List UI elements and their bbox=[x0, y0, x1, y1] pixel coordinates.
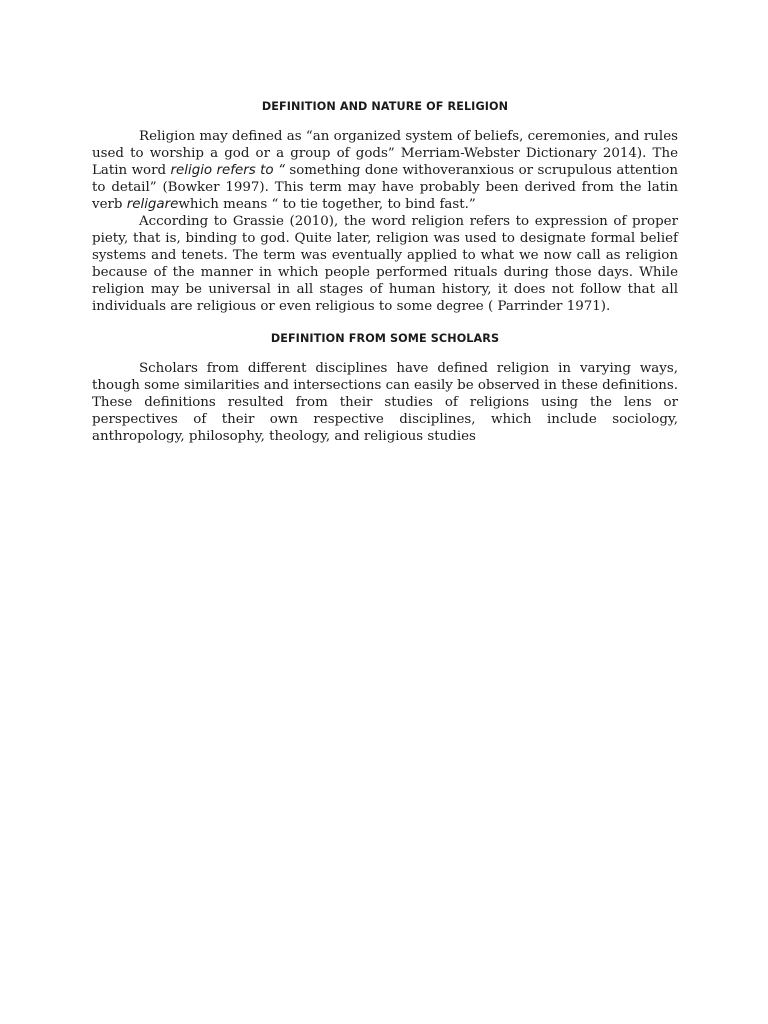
paragraph-definition-italic-religare: religare bbox=[126, 197, 179, 212]
paragraph-definition-text-2: something done withoveranxious or scrupulous attention to detail” (Bowker 1997). This term may have probably been derived from the latin verb bbox=[92, 163, 678, 212]
paragraph-definition-text-3: which means “ to tie together, to bind fast.” bbox=[178, 197, 476, 212]
paragraph-grassie: According to Grassie (2010), the word religion refers to expression of proper piety, that is, binding to god. Quite later, religion was used to designate formal belief systems and tenets. The term was eventually applied to what we now call as religion because of the manner in which people performed rituals during those days. While religion may be universal in all stages of human history, it does not follow that all individuals are religious or even religious to some degree ( Parrinder 1971). bbox=[92, 214, 678, 314]
paragraph-definition bbox=[92, 128, 678, 213]
paragraph-scholars: Scholars from different disciplines have defined religion in varying ways, though some similarities and intersections can easily be observed in these definitions. These definitions resulted from their studies of religions using the lens or perspectives of their own respective disciplines, which include sociology, anthropology, philosophy, theology, and religious studies bbox=[92, 361, 678, 444]
section-heading-definition-nature: DEFINITION AND NATURE OF RELIGION bbox=[261, 100, 509, 113]
paragraph-definition-italic-religio: religio refers to “ bbox=[170, 163, 285, 178]
section-heading-scholars: DEFINITION FROM SOME SCHOLARS bbox=[270, 332, 500, 345]
document-body bbox=[92, 96, 678, 445]
paragraph-definition-text-1: Religion may defined as “an organized system of beliefs, ceremonies, and rules used to worship a god or a group of gods” Merriam-Webster Dictionary 2014). The Latin word bbox=[92, 129, 678, 178]
